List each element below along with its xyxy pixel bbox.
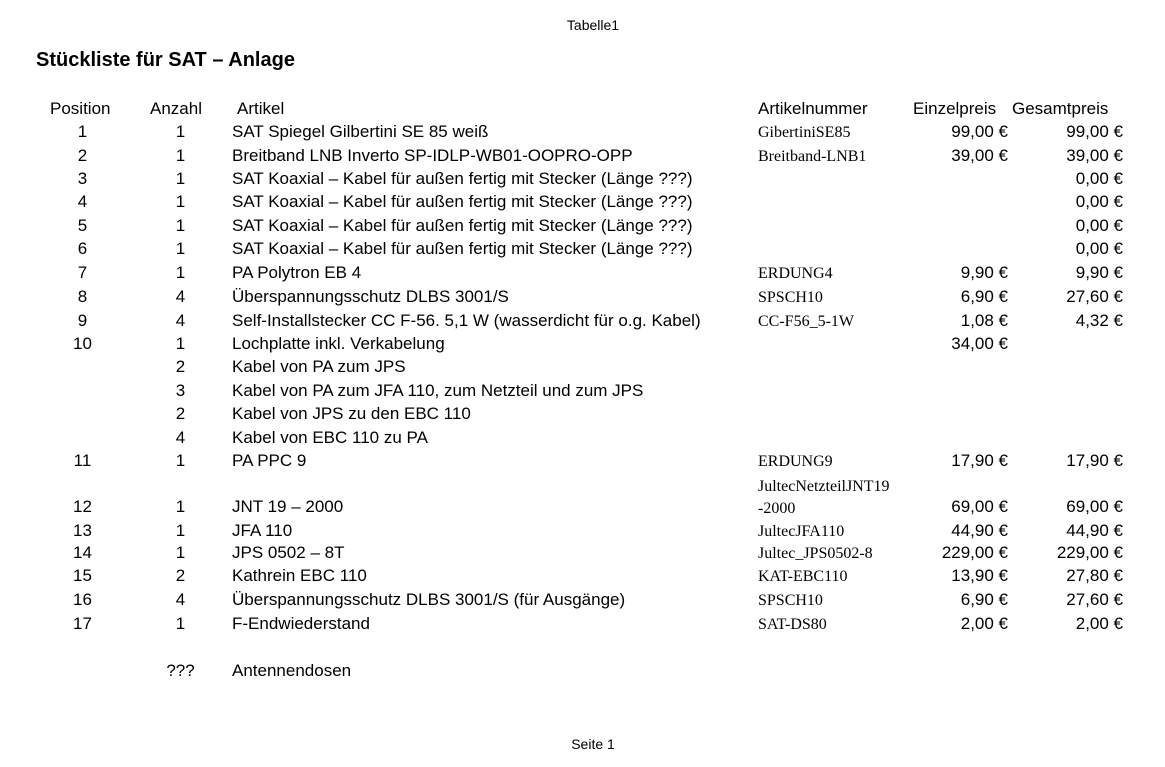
cell-anzahl: 1 [175,239,186,258]
cell-einzelpreis: 99,00 € [951,122,1008,141]
cell-anzahl: 1 [175,263,186,282]
cell-artikel: SAT Koaxial – Kabel für außen fertig mit Stecker (Länge ???) [232,169,693,188]
cell-artikelnummer: GibertiniSE85 [758,124,851,141]
cell-artikelnummer-line1: JultecNetzteilJNT19 [758,478,890,495]
cell-artikelnummer: KAT-EBC110 [758,568,848,585]
cell-einzelpreis: 2,00 € [960,614,1008,633]
cell-position: 9 [77,311,88,330]
cell-position: 1 [77,122,88,141]
table-row [0,146,1165,169]
table-row [0,381,1165,404]
cell-artikelnummer: ERDUNG4 [758,265,833,282]
cell-anzahl: 1 [175,497,186,516]
cell-anzahl: 1 [175,169,186,188]
cell-artikel: SAT Koaxial – Kabel für außen fertig mit Stecker (Länge ???) [232,192,693,211]
table-row [0,566,1165,589]
cell-position: 13 [73,521,92,540]
table-row [0,122,1165,145]
cell-gesamtpreis: 27,80 € [1066,566,1123,585]
cell-anzahl: 1 [175,122,186,141]
cell-artikelnummer: SPSCH10 [758,592,823,609]
cell-artikel: Überspannungsschutz DLBS 3001/S [232,287,509,306]
column-header-gesamtpreis: Gesamtpreis [1012,99,1109,118]
cell-artikelnummer: SAT-DS80 [758,616,827,633]
cell-anzahl: 4 [175,590,186,609]
cell-gesamtpreis: 9,90 € [1075,263,1123,282]
cell-artikel: Überspannungsschutz DLBS 3001/S (für Ausgänge) [232,590,626,609]
cell-artikelnummer: Breitband-LNB1 [758,148,867,165]
cell-anzahl: 1 [175,146,186,165]
cell-einzelpreis: 17,90 € [951,451,1008,470]
cell-artikel: SAT Spiegel Gilbertini SE 85 weiß [232,122,489,141]
column-header-anzahl: Anzahl [150,99,202,118]
table-row [0,263,1165,286]
column-header-artikel: Artikel [237,99,285,118]
cell-gesamtpreis: 69,00 € [1066,497,1123,516]
cell-position: 6 [77,239,88,258]
table-row [0,428,1165,451]
cell-position: 2 [77,146,88,165]
cell-artikelnummer: ERDUNG9 [758,453,833,470]
cell-artikel: Kabel von PA zum JFA 110, zum Netzteil und zum JPS [232,381,644,400]
cell-artikel: JFA 110 [232,521,293,540]
cell-anzahl: 1 [175,614,186,633]
cell-einzelpreis: 44,90 € [951,521,1008,540]
cell-einzelpreis: 39,00 € [951,146,1008,165]
cell-anzahl: 3 [175,381,186,400]
table-row [0,334,1165,357]
cell-gesamtpreis: 27,60 € [1066,287,1123,306]
column-header-artikelnummer: Artikelnummer [758,99,868,118]
cell-anzahl: ??? [166,661,195,680]
column-header-einzelpreis: Einzelpreis [913,99,997,118]
cell-anzahl: 2 [175,566,186,585]
table-row [0,192,1165,215]
cell-anzahl: 1 [175,521,186,540]
table-row [0,169,1165,192]
page-footer: Seite 1 [571,736,615,752]
cell-anzahl: 2 [175,404,186,423]
table-row [0,311,1165,334]
column-header-position: Position [50,99,111,118]
cell-artikelnummer [758,476,890,520]
page-title: Stückliste für SAT – Anlage [36,49,295,71]
cell-gesamtpreis: 99,00 € [1066,122,1123,141]
cell-gesamtpreis: 2,00 € [1075,614,1123,633]
cell-artikel: Breitband LNB Inverto SP-IDLP-WB01-OOPRO-OPP [232,146,633,165]
table-row [0,451,1165,474]
table-row [0,521,1165,544]
cell-position: 5 [77,216,88,235]
cell-gesamtpreis: 0,00 € [1075,239,1123,258]
cell-anzahl: 4 [175,428,186,447]
cell-artikel: JNT 19 – 2000 [232,497,344,516]
cell-artikelnummer-line2: -2000 [758,500,796,517]
table-row [0,239,1165,262]
cell-position: 7 [77,263,88,282]
cell-anzahl: 1 [175,216,186,235]
cell-einzelpreis: 69,00 € [951,497,1008,516]
cell-artikel: F-Endwiederstand [232,614,370,633]
cell-position: 3 [77,169,88,188]
cell-artikel: PA Polytron EB 4 [232,263,362,282]
cell-gesamtpreis: 4,32 € [1075,311,1123,330]
cell-artikelnummer: SPSCH10 [758,289,823,306]
cell-anzahl: 1 [175,192,186,211]
cell-anzahl: 2 [175,357,186,376]
cell-einzelpreis: 6,90 € [960,590,1008,609]
cell-position: 4 [77,192,88,211]
cell-position: 12 [73,497,92,516]
cell-anzahl: 1 [175,543,186,562]
cell-einzelpreis: 229,00 € [941,543,1008,562]
cell-gesamtpreis: 229,00 € [1056,543,1123,562]
table-row [0,216,1165,239]
cell-gesamtpreis: 0,00 € [1075,192,1123,211]
table-row [0,543,1165,566]
cell-artikel: SAT Koaxial – Kabel für außen fertig mit Stecker (Länge ???) [232,239,693,258]
table-row [0,357,1165,380]
cell-artikel: Lochplatte inkl. Verkabelung [232,334,445,353]
cell-gesamtpreis: 0,00 € [1075,169,1123,188]
cell-gesamtpreis: 44,90 € [1066,521,1123,540]
cell-gesamtpreis: 27,60 € [1066,590,1123,609]
cell-artikel: JPS 0502 – 8T [232,543,345,562]
cell-artikelnummer: CC-F56_5-1W [758,313,854,330]
cell-anzahl: 4 [175,311,186,330]
cell-gesamtpreis: 0,00 € [1075,216,1123,235]
cell-einzelpreis: 1,08 € [960,311,1008,330]
cell-anzahl: 1 [175,451,186,470]
cell-einzelpreis: 6,90 € [960,287,1008,306]
cell-position: 14 [73,543,92,562]
cell-gesamtpreis: 17,90 € [1066,451,1123,470]
cell-anzahl: 1 [175,334,186,353]
table-row [0,287,1165,310]
cell-artikelnummer: Jultec_JPS0502-8 [758,545,873,562]
table-row [0,614,1165,637]
table-row [0,478,1165,520]
cell-position: 10 [73,334,92,353]
cell-position: 17 [73,614,92,633]
page-header: Tabelle1 [566,17,620,33]
table-row [0,590,1165,613]
cell-einzelpreis: 13,90 € [951,566,1008,585]
cell-artikel: Kathrein EBC 110 [232,566,367,585]
cell-artikel: Kabel von EBC 110 zu PA [232,428,428,447]
cell-einzelpreis: 34,00 € [951,334,1008,353]
cell-artikelnummer: JultecJFA110 [758,523,845,540]
cell-artikel: Antennendosen [232,661,352,680]
cell-artikel: SAT Koaxial – Kabel für außen fertig mit Stecker (Länge ???) [232,216,693,235]
cell-position: 11 [73,451,92,470]
cell-artikel: Kabel von JPS zu den EBC 110 [232,404,471,423]
cell-anzahl: 4 [175,287,186,306]
cell-artikel: Kabel von PA zum JPS [232,357,406,376]
cell-artikel: PA PPC 9 [232,451,307,470]
cell-position: 15 [73,566,92,585]
cell-einzelpreis: 9,90 € [960,263,1008,282]
table-row-extra [0,661,1165,684]
table-row [0,404,1165,427]
cell-position: 16 [73,590,92,609]
cell-position: 8 [77,287,88,306]
cell-artikel: Self-Installstecker CC F-56. 5,1 W (wasserdicht für o.g. Kabel) [232,311,701,330]
cell-gesamtpreis: 39,00 € [1066,146,1123,165]
